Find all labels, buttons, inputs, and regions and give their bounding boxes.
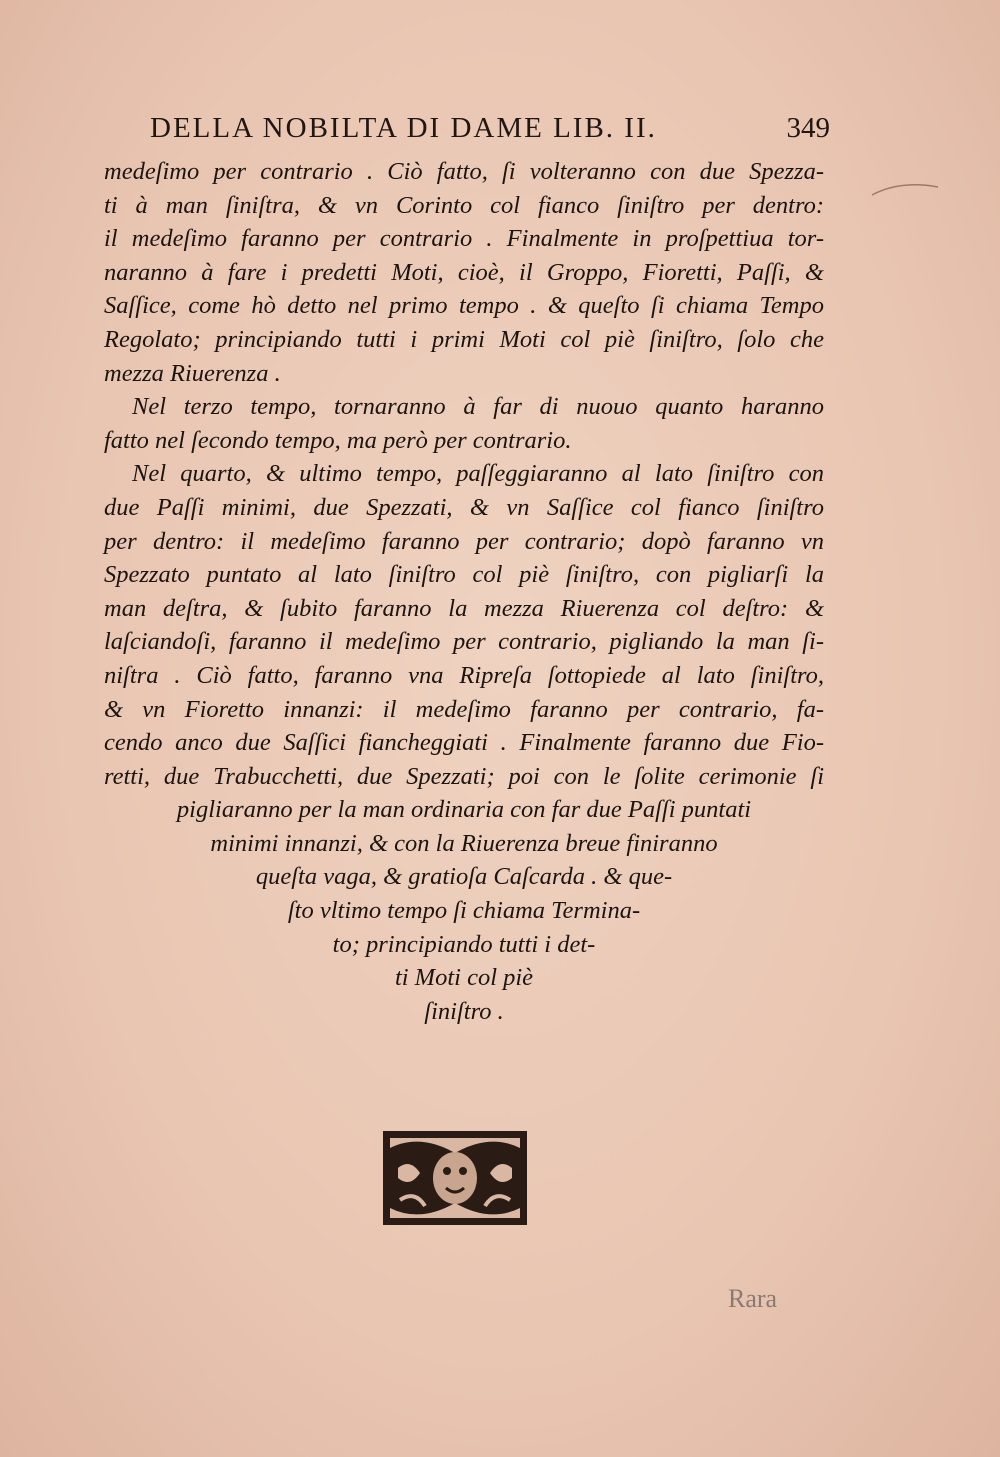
page-number: 349: [786, 112, 830, 144]
text-line: queſta vaga, & gratioſa Caſcarda . & que-: [255, 863, 673, 891]
body-text: [104, 155, 824, 1028]
text-line: retti, due Trabucchetti, due Spezzati; poi con le ſolite cerimonie ſi: [104, 762, 824, 790]
text-line: man deſtra, & ſubito faranno la mezza Riuerenza col deſtro: &: [104, 594, 824, 622]
text-line: laſciandoſi, faranno il medeſimo per contrario, pigliando la man ſi-: [104, 628, 824, 656]
text-line: Spezzato puntato al lato ſiniſtro col piè ſiniſtro, con pigliarſi la: [104, 561, 824, 589]
text-line: per dentro: il medeſimo faranno per contrario; dopò faranno vn: [104, 527, 824, 555]
text-line: ti Moti col piè: [394, 964, 534, 992]
page-header: [150, 112, 830, 145]
text-line: mezza Riuerenza .: [104, 359, 281, 387]
text-line: niſtra . Ciò fatto, faranno vna Ripreſa ſottopiede al lato ſiniſtro,: [104, 661, 824, 689]
text-line: ſto vltimo tempo ſi chiama Termina-: [287, 897, 641, 925]
text-line: naranno à fare i predetti Moti, cioè, il Groppo, Fioretti, Paſſi, &: [104, 258, 824, 286]
catchword: Rara: [728, 1284, 778, 1313]
running-title: DELLA NOBILTA DI DAME LIB. II.: [150, 112, 657, 144]
text-line: il medeſimo faranno per contrario . Finalmente in proſpettiua tor-: [104, 225, 824, 253]
text-line: cendo anco due Saſſici fiancheggiati . Finalmente faranno due Fio-: [104, 729, 824, 757]
woodcut-ornament: [380, 1128, 530, 1228]
text-line: & vn Fioretto innanzi: il medeſimo faranno per contrario, fa-: [104, 695, 824, 723]
text-line: medeſimo per contrario . Ciò fatto, ſi volteranno con due Spezza-: [104, 158, 824, 185]
text-line: minimi innanzi, & con la Riuerenza breue finiranno: [210, 829, 718, 857]
text-line: Nel quarto, & ultimo tempo, paſſeggiaranno al lato ſiniſtro con: [132, 460, 824, 488]
text-line: ti à man ſiniſtra, & vn Corinto col fianco ſiniſtro per dentro:: [104, 191, 824, 219]
text-line: Nel terzo tempo, tornaranno à far di nuouo quanto haranno: [132, 393, 824, 421]
text-line: to; principiando tutti i det-: [332, 930, 596, 958]
text-line: pigliaranno per la man ordinaria con far due Paſſi puntati: [176, 796, 752, 824]
text-line: fatto nel ſecondo tempo, ma però per contrario.: [104, 426, 572, 454]
text-line: due Paſſi minimi, due Spezzati, & vn Saſſice col fianco ſiniſtro: [104, 493, 824, 521]
text-line: ſiniſtro .: [424, 997, 504, 1025]
text-line: Saſſice, come hò detto nel primo tempo . & queſto ſi chiama Tempo: [104, 292, 824, 320]
margin-stroke: [870, 175, 940, 205]
text-line: Regolato; principiando tutti i primi Moti col piè ſiniſtro, ſolo che: [104, 325, 824, 353]
